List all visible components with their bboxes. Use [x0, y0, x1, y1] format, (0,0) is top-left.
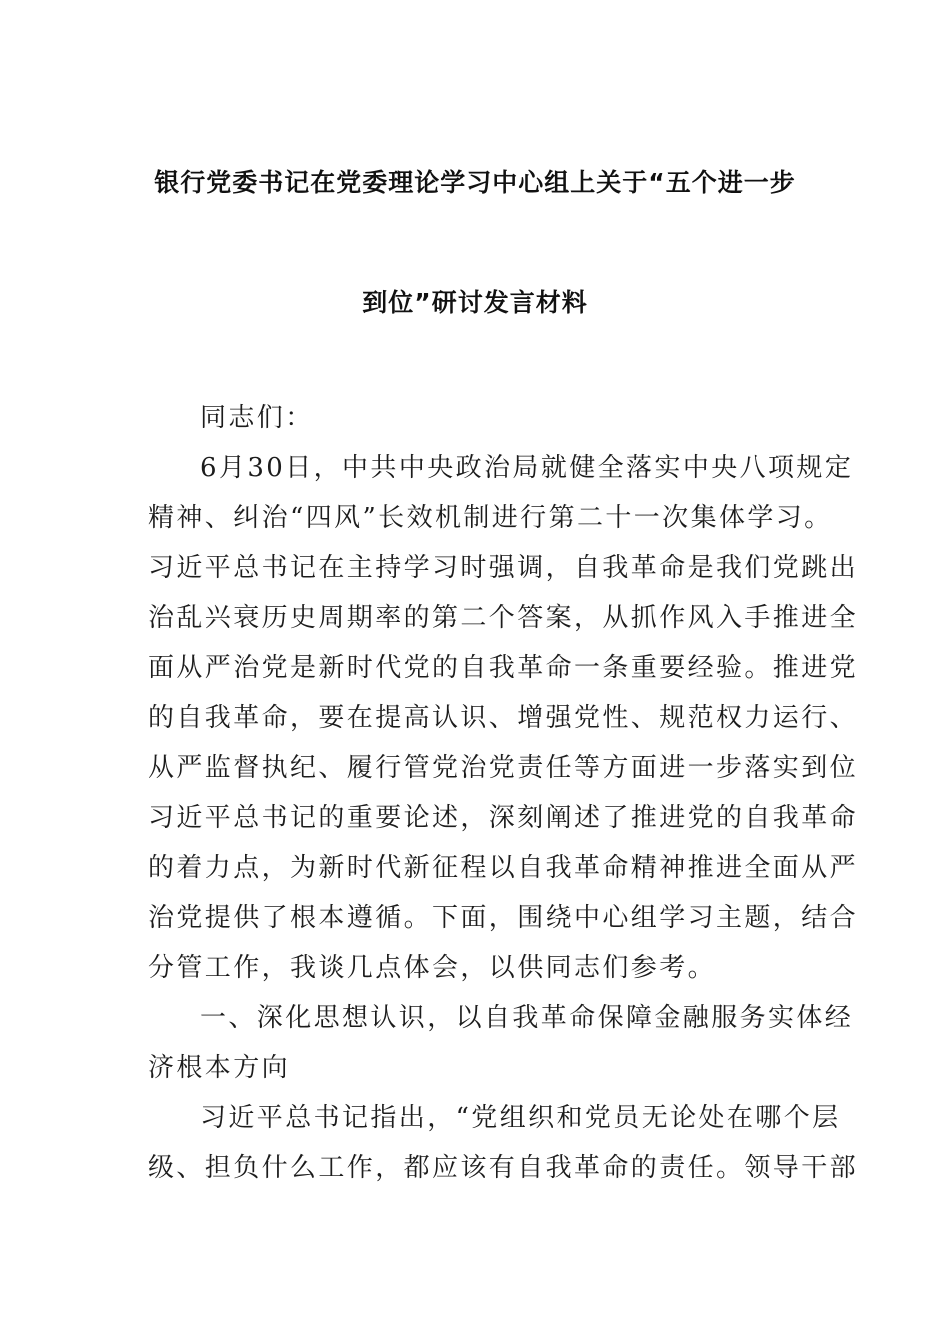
document-title-line-1: 银行党委书记在党委理论学习中心组上关于“五个进一步	[154, 168, 796, 197]
paragraph-1-line: 治乱兴衰历史周期率的第二个答案，从抓作风入手推进全	[148, 603, 859, 633]
paragraph-1-line: 6月30日，中共中央政治局就健全落实中央八项规定	[200, 453, 854, 483]
paragraph-2-line: 习近平总书记指出，“党组织和党员无论处在哪个层	[200, 1103, 841, 1133]
section-1-heading-line: 一、深化思想认识，以自我革命保障金融服务实体经	[200, 1003, 854, 1033]
paragraph-1-line: 分管工作，我谈几点体会，以供同志们参考。	[148, 953, 717, 983]
greeting: 同志们：	[200, 403, 314, 433]
document-body	[148, 393, 859, 1193]
paragraph-1-line: 习近平总书记的重要论述，深刻阐述了推进党的自我革命	[148, 803, 859, 833]
paragraph-1-line: 从严监督执纪、履行管党治党责任等方面进一步落实到位	[148, 753, 859, 783]
paragraph-2-line: 级、担负什么工作，都应该有自我革命的责任。领导干部	[148, 1153, 859, 1183]
paragraph-1-line: 的自我革命，要在提高认识、增强党性、规范权力运行、	[148, 703, 859, 733]
paragraph-1-line: 治党提供了根本遵循。下面，围绕中心组学习主题，结合	[148, 903, 859, 933]
section-1-heading-line: 济根本方向	[148, 1053, 291, 1083]
paragraph-1-line: 面从严治党是新时代党的自我革命一条重要经验。推进党	[148, 653, 859, 683]
paragraph-1-line: 习近平总书记在主持学习时强调，自我革命是我们党跳出	[148, 553, 859, 583]
paragraph-1-line: 的着力点，为新时代新征程以自我革命精神推进全面从严	[148, 853, 859, 883]
paragraph-1-line: 精神、纠治“四风”长效机制进行第二十一次集体学习。	[148, 503, 833, 533]
document-title-line-2: 到位”研讨发言材料	[362, 288, 588, 317]
